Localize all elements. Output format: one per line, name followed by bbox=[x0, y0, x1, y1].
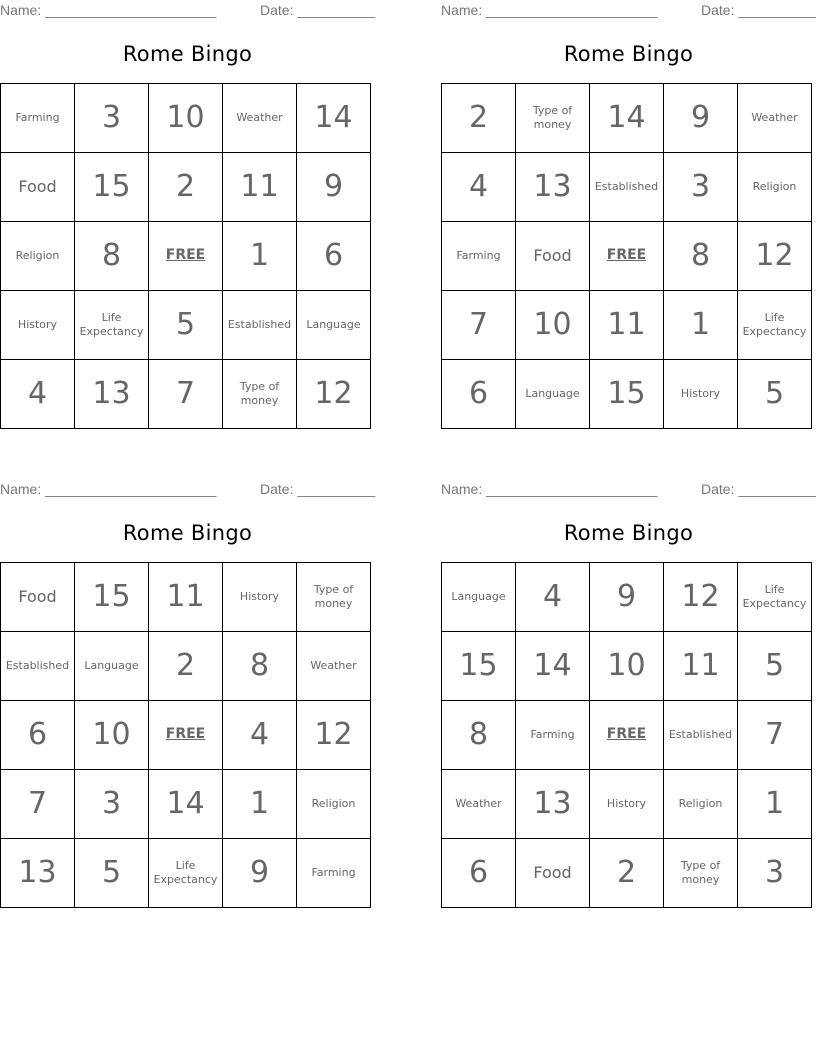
grid-row bbox=[442, 563, 812, 632]
bingo-cell[interactable]: History bbox=[223, 563, 297, 632]
date-field[interactable]: Date: __________ bbox=[260, 481, 376, 497]
bingo-cell[interactable]: 15 bbox=[75, 153, 149, 222]
bingo-cell[interactable]: 4 bbox=[442, 153, 516, 222]
bingo-grid bbox=[0, 562, 371, 908]
bingo-cell[interactable]: 1 bbox=[223, 222, 297, 291]
bingo-cell[interactable]: 10 bbox=[516, 291, 590, 360]
bingo-cell[interactable]: Food bbox=[1, 153, 75, 222]
grid-row bbox=[1, 222, 371, 291]
bingo-cell[interactable]: Food bbox=[516, 839, 590, 908]
bingo-cell[interactable]: 1 bbox=[223, 770, 297, 839]
card-title: Rome Bingo bbox=[122, 42, 253, 66]
bingo-cell[interactable]: History bbox=[664, 360, 738, 429]
bingo-cell[interactable]: Life Expectancy bbox=[738, 563, 812, 632]
grid-row bbox=[1, 839, 371, 908]
free-space[interactable]: FREE bbox=[590, 222, 664, 291]
grid-row bbox=[1, 563, 371, 632]
bingo-cell[interactable]: 3 bbox=[664, 153, 738, 222]
bingo-cell[interactable]: Type of money bbox=[516, 84, 590, 153]
grid-row bbox=[1, 632, 371, 701]
bingo-cell[interactable]: 9 bbox=[664, 84, 738, 153]
card-title: Rome Bingo bbox=[563, 521, 694, 545]
name-date-line bbox=[0, 481, 375, 499]
bingo-cell[interactable]: 2 bbox=[442, 84, 516, 153]
grid-row bbox=[1, 291, 371, 360]
bingo-cell[interactable]: Language bbox=[516, 360, 590, 429]
bingo-cell[interactable]: 8 bbox=[75, 222, 149, 291]
bingo-cell[interactable]: 3 bbox=[738, 839, 812, 908]
bingo-cell[interactable]: 8 bbox=[223, 632, 297, 701]
card-title: Rome Bingo bbox=[563, 42, 694, 66]
bingo-cell[interactable]: 5 bbox=[738, 360, 812, 429]
bingo-cell[interactable]: 5 bbox=[75, 839, 149, 908]
date-field[interactable]: Date: __________ bbox=[701, 481, 816, 497]
grid-row bbox=[442, 360, 812, 429]
bingo-cell[interactable]: 13 bbox=[75, 360, 149, 429]
bingo-cell[interactable]: Religion bbox=[1, 222, 75, 291]
bingo-cell[interactable]: Type of money bbox=[223, 360, 297, 429]
grid-row bbox=[1, 84, 371, 153]
bingo-cell[interactable]: 6 bbox=[297, 222, 371, 291]
bingo-cell[interactable]: 6 bbox=[442, 360, 516, 429]
bingo-cell[interactable]: 14 bbox=[149, 770, 223, 839]
bingo-cell[interactable]: 10 bbox=[590, 632, 664, 701]
bingo-cell[interactable]: Farming bbox=[516, 701, 590, 770]
bingo-cell[interactable]: 2 bbox=[149, 632, 223, 701]
bingo-cell[interactable]: 13 bbox=[516, 770, 590, 839]
bingo-cell[interactable]: Weather bbox=[297, 632, 371, 701]
free-space[interactable]: FREE bbox=[149, 222, 223, 291]
bingo-cell[interactable]: 12 bbox=[297, 701, 371, 770]
bingo-grid bbox=[441, 83, 812, 429]
bingo-cell[interactable]: Language bbox=[75, 632, 149, 701]
bingo-cell[interactable]: 1 bbox=[664, 291, 738, 360]
name-field[interactable]: Name: ______________________ bbox=[441, 2, 658, 18]
bingo-grid bbox=[441, 562, 812, 908]
bingo-cell[interactable]: 3 bbox=[75, 770, 149, 839]
bingo-grid bbox=[0, 83, 371, 429]
bingo-cell[interactable]: 13 bbox=[516, 153, 590, 222]
bingo-cell[interactable]: 9 bbox=[297, 153, 371, 222]
bingo-cell[interactable]: Established bbox=[1, 632, 75, 701]
bingo-cell[interactable]: Established bbox=[590, 153, 664, 222]
bingo-cell[interactable]: 11 bbox=[223, 153, 297, 222]
bingo-cell[interactable]: History bbox=[590, 770, 664, 839]
name-field[interactable]: Name: ______________________ bbox=[0, 481, 217, 497]
name-field[interactable]: Name: ______________________ bbox=[0, 2, 217, 18]
name-date-line bbox=[441, 481, 816, 499]
free-space[interactable]: FREE bbox=[149, 701, 223, 770]
bingo-cell[interactable]: 4 bbox=[223, 701, 297, 770]
name-field[interactable]: Name: ______________________ bbox=[441, 481, 658, 497]
bingo-cell[interactable]: 12 bbox=[738, 222, 812, 291]
bingo-cell[interactable]: Weather bbox=[738, 84, 812, 153]
bingo-cell[interactable]: Type of money bbox=[297, 563, 371, 632]
card-title: Rome Bingo bbox=[122, 521, 253, 545]
bingo-cell[interactable]: 12 bbox=[297, 360, 371, 429]
bingo-cell[interactable]: 8 bbox=[442, 701, 516, 770]
bingo-cell[interactable]: 11 bbox=[664, 632, 738, 701]
bingo-cell[interactable]: 15 bbox=[590, 360, 664, 429]
grid-row bbox=[442, 770, 812, 839]
bingo-cell[interactable]: Life Expectancy bbox=[75, 291, 149, 360]
grid-row bbox=[442, 839, 812, 908]
bingo-cell[interactable]: 7 bbox=[149, 360, 223, 429]
grid-row bbox=[442, 701, 812, 770]
bingo-cell[interactable]: Language bbox=[297, 291, 371, 360]
bingo-cell[interactable]: Established bbox=[223, 291, 297, 360]
bingo-cell[interactable]: Farming bbox=[442, 222, 516, 291]
bingo-cell[interactable]: Food bbox=[516, 222, 590, 291]
bingo-cell[interactable]: Type of money bbox=[664, 839, 738, 908]
bingo-cell[interactable]: 4 bbox=[1, 360, 75, 429]
bingo-cell[interactable]: 3 bbox=[75, 84, 149, 153]
name-date-line bbox=[441, 2, 816, 20]
bingo-cell[interactable]: 6 bbox=[1, 701, 75, 770]
grid-row bbox=[1, 770, 371, 839]
grid-row bbox=[1, 153, 371, 222]
bingo-cell[interactable]: Established bbox=[664, 701, 738, 770]
grid-row bbox=[442, 84, 812, 153]
bingo-cell[interactable]: 14 bbox=[516, 632, 590, 701]
bingo-cell[interactable]: 4 bbox=[516, 563, 590, 632]
date-field[interactable]: Date: __________ bbox=[260, 2, 376, 18]
bingo-cell[interactable]: 12 bbox=[664, 563, 738, 632]
bingo-cell[interactable]: Religion bbox=[738, 153, 812, 222]
bingo-cell[interactable]: 11 bbox=[149, 563, 223, 632]
name-date-line bbox=[0, 2, 375, 20]
bingo-cell[interactable]: Life Expectancy bbox=[149, 839, 223, 908]
bingo-cell[interactable]: Life Expectancy bbox=[738, 291, 812, 360]
bingo-cell[interactable]: 13 bbox=[1, 839, 75, 908]
bingo-cell[interactable]: 15 bbox=[75, 563, 149, 632]
bingo-cell[interactable]: Language bbox=[442, 563, 516, 632]
bingo-cell[interactable]: History bbox=[1, 291, 75, 360]
bingo-cell[interactable]: 2 bbox=[149, 153, 223, 222]
bingo-cell[interactable]: 11 bbox=[590, 291, 664, 360]
bingo-cell[interactable]: 15 bbox=[442, 632, 516, 701]
grid-row bbox=[1, 360, 371, 429]
bingo-cell[interactable]: 14 bbox=[297, 84, 371, 153]
date-field[interactable]: Date: __________ bbox=[701, 2, 816, 18]
free-space[interactable]: FREE bbox=[590, 701, 664, 770]
bingo-cell[interactable]: Farming bbox=[1, 84, 75, 153]
bingo-cell[interactable]: Farming bbox=[297, 839, 371, 908]
bingo-cell[interactable]: 6 bbox=[442, 839, 516, 908]
bingo-cell[interactable]: 5 bbox=[149, 291, 223, 360]
bingo-cell[interactable]: 10 bbox=[149, 84, 223, 153]
bingo-cell[interactable]: Food bbox=[1, 563, 75, 632]
bingo-cell[interactable]: Religion bbox=[297, 770, 371, 839]
bingo-cell[interactable]: 8 bbox=[664, 222, 738, 291]
grid-row bbox=[442, 632, 812, 701]
grid-row bbox=[442, 291, 812, 360]
bingo-cell[interactable]: 1 bbox=[738, 770, 812, 839]
bingo-cell[interactable]: 2 bbox=[590, 839, 664, 908]
bingo-cell[interactable]: Weather bbox=[223, 84, 297, 153]
bingo-cell[interactable]: 7 bbox=[442, 291, 516, 360]
bingo-cell[interactable]: 5 bbox=[738, 632, 812, 701]
grid-row bbox=[442, 153, 812, 222]
grid-row bbox=[442, 222, 812, 291]
bingo-cell[interactable]: Weather bbox=[442, 770, 516, 839]
grid-row bbox=[1, 701, 371, 770]
bingo-cell[interactable]: 7 bbox=[738, 701, 812, 770]
bingo-cell[interactable]: 10 bbox=[75, 701, 149, 770]
bingo-cell[interactable]: 9 bbox=[223, 839, 297, 908]
bingo-cell[interactable]: Religion bbox=[664, 770, 738, 839]
bingo-cell[interactable]: 9 bbox=[590, 563, 664, 632]
bingo-cell[interactable]: 14 bbox=[590, 84, 664, 153]
bingo-cell[interactable]: 7 bbox=[1, 770, 75, 839]
